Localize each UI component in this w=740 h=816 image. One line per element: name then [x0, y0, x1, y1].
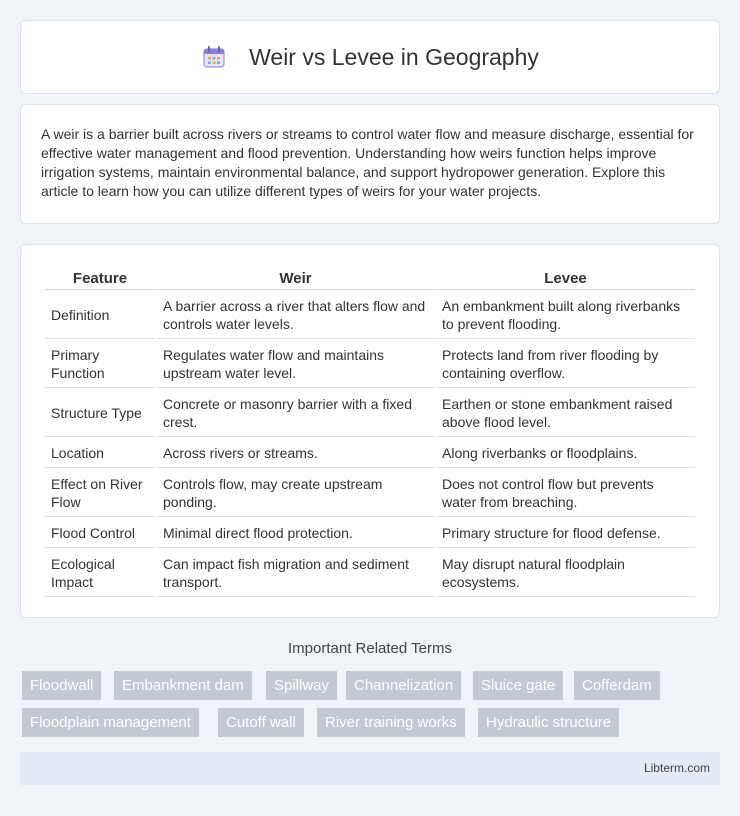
tag-sluice-gate[interactable]: Sluice gate [473, 671, 563, 700]
header-feature: Feature [45, 267, 155, 290]
cell-levee: Does not control flow but prevents water from breaching. [436, 470, 695, 517]
cell-feature: Ecological Impact [45, 550, 155, 597]
footer-site-link[interactable]: Libterm.com [643, 761, 710, 775]
cell-feature: Location [45, 439, 155, 468]
tag-floodplain-management[interactable]: Floodplain management [22, 708, 199, 737]
cell-weir: Minimal direct flood protection. [157, 519, 434, 548]
cell-levee: May disrupt natural floodplain ecosystems. [436, 550, 695, 597]
intro-text: A weir is a barrier built across rivers or streams to control water flow and measure discharge, essential for effective water management and flood prevention. Understanding how weirs function helps improve irrigation systems, maintain environmental balance, and support hydropower generation. Explore this article to learn how you can utilize different types of weirs for your water projects. [41, 126, 694, 199]
table-header-row [45, 267, 695, 290]
cell-weir: Across rivers or streams. [157, 439, 434, 468]
tag-channelization[interactable]: Channelization [346, 671, 461, 700]
cell-weir: Regulates water flow and maintains upstream water level. [157, 341, 434, 388]
cell-feature: Effect on River Flow [45, 470, 155, 517]
cell-levee: Primary structure for flood defense. [436, 519, 695, 548]
comparison-card [20, 244, 720, 618]
comparison-table [43, 265, 697, 599]
table-row [45, 519, 695, 548]
header-levee: Levee [436, 267, 695, 290]
page-title: Weir vs Levee in Geography [249, 43, 539, 70]
footer [20, 752, 720, 785]
tag-river-training-works[interactable]: River training works [317, 708, 465, 737]
table-row [45, 439, 695, 468]
table-row [45, 341, 695, 388]
cell-weir: Controls flow, may create upstream ponding. [157, 470, 434, 517]
header-weir: Weir [157, 267, 434, 290]
cell-weir: Can impact fish migration and sediment transport. [157, 550, 434, 597]
table-row [45, 550, 695, 597]
tag-embankment-dam[interactable]: Embankment dam [114, 671, 252, 700]
cell-weir: A barrier across a river that alters flow and controls water levels. [157, 292, 434, 339]
table-row [45, 292, 695, 339]
title-card [20, 20, 720, 94]
cell-feature: Primary Function [45, 341, 155, 388]
cell-feature: Definition [45, 292, 155, 339]
related-terms-title: Important Related Terms [288, 640, 452, 657]
cell-levee: Protects land from river flooding by containing overflow. [436, 341, 695, 388]
table-row [45, 390, 695, 437]
tag-spillway[interactable]: Spillway [266, 671, 337, 700]
table-row [45, 470, 695, 517]
cell-levee: Earthen or stone embankment raised above flood level. [436, 390, 695, 437]
cell-weir: Concrete or masonry barrier with a fixed crest. [157, 390, 434, 437]
tag-floodwall[interactable]: Floodwall [22, 671, 101, 700]
tag-cutoff-wall[interactable]: Cutoff wall [218, 708, 304, 737]
cell-feature: Structure Type [45, 390, 155, 437]
cell-feature: Flood Control [45, 519, 155, 548]
calendar-icon [201, 44, 227, 70]
cell-levee: An embankment built along riverbanks to prevent flooding. [436, 292, 695, 339]
cell-levee: Along riverbanks or floodplains. [436, 439, 695, 468]
tag-cofferdam[interactable]: Cofferdam [574, 671, 660, 700]
intro-card [20, 104, 720, 224]
tag-hydraulic-structure[interactable]: Hydraulic structure [478, 708, 619, 737]
